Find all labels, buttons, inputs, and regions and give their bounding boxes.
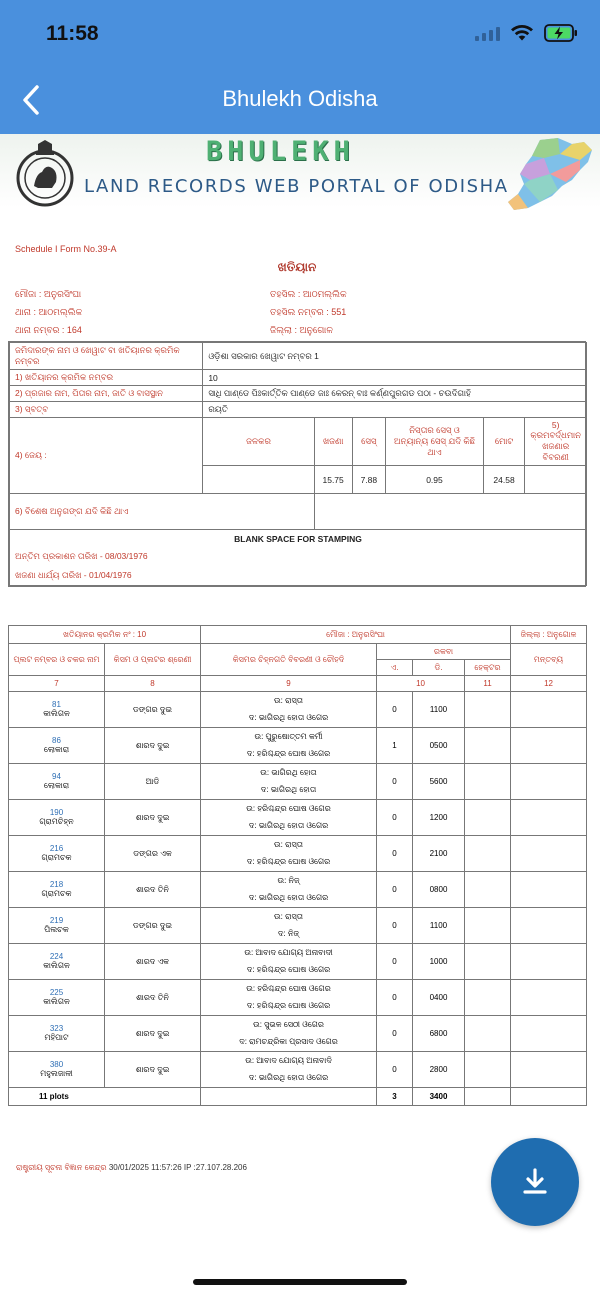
kisam-cell: ଶାରଦ ଦୁଇ <box>105 800 201 836</box>
cellular-signal-icon <box>475 25 500 41</box>
decimal-cell: 1000 <box>413 944 465 980</box>
decimal-cell: 2100 <box>413 836 465 872</box>
remarks-cell <box>511 692 587 728</box>
plot-row <box>9 836 587 854</box>
rent-header-other-cess: ନିସ୍ତାର ସେସ୍ ଓ ଅନ୍ୟାନ୍ୟ ସେସ୍ ଯଦି କିଛି ଥାଏ <box>386 418 484 466</box>
special-remarks-label: 6) ବିଶେଷ ଅନୁଗଙ୍ଗ ଯଦି କିଛି ଥାଏ <box>10 494 315 530</box>
tahasil-label: ତହସିଲ : ଆଠମଲ୍ଲିକ <box>270 289 347 299</box>
boundary-north: ଉ: ନିଜ୍ <box>201 872 377 890</box>
boundary-north: ଉ: ଆବାଦ ଯୋଗ୍ୟ ଅନାବାଦୀ <box>201 944 377 962</box>
plot-number-link[interactable]: 224 <box>49 952 64 961</box>
boundary-south: ଦ: ନିଜ୍ <box>201 926 377 944</box>
form-number: Schedule I Form No.39-A <box>15 244 117 254</box>
col-decimal: ଡି. <box>413 660 465 676</box>
col-number-row <box>9 676 587 692</box>
acre-cell: 1 <box>377 728 413 764</box>
plot-number-link[interactable]: 216 <box>49 844 64 853</box>
boundary-south: ଦ: ଭାଗିରଥି ହୋତା ଓଗେର <box>201 818 377 836</box>
plot-row <box>9 764 587 782</box>
col-plot: ପ୍ଲଟ ନମ୍ବର ଓ ଚକର ନାମ <box>9 644 105 676</box>
right-value: ରୟତି <box>203 402 587 418</box>
boundary-south: ଦ: ଭାଗିରଥି ହୋତା <box>201 782 377 800</box>
boundary-north: ଉ: ରାସ୍ତା <box>201 692 377 710</box>
tenant-value: ସାଧି ପାଣ୍ଡେ ପିଃକାର୍ତ୍ତିକ ପାଣ୍ଡେ ଜାଃ କେରନ୍ ବାଃ କର୍ଣ୍ଣପୁରଗଡ ପଠା - ଚଉଦିଗାହି <box>203 386 587 402</box>
acre-cell: 0 <box>377 836 413 872</box>
remarks-cell <box>511 800 587 836</box>
khatiyan-details-box <box>8 341 586 587</box>
remarks-cell <box>511 980 587 1016</box>
portal-name: LAND RECORDS WEB PORTAL OF ODISHA <box>84 176 509 197</box>
acre-cell: 0 <box>377 980 413 1016</box>
hectare-cell <box>465 944 511 980</box>
decimal-cell: 0400 <box>413 980 465 1016</box>
acre-cell: 0 <box>377 1052 413 1088</box>
kisam-cell: ଡଙ୍ଗର ଦୁଇ <box>105 908 201 944</box>
decimal-cell: 1100 <box>413 692 465 728</box>
hectare-cell <box>465 692 511 728</box>
plot-number-cell <box>9 872 105 908</box>
col-remarks: ମନ୍ତବ୍ୟ <box>511 644 587 676</box>
total-hectare <box>465 1088 511 1106</box>
plot-row <box>9 1016 587 1034</box>
final-publication-date: ଅନ୍ତିମ ପ୍ରକାଶନ ତାରିଖ - 08/03/1976 <box>10 548 587 566</box>
kisam-cell: ଶାରଦ ଦୁଇ <box>105 1052 201 1088</box>
odisha-emblem-icon <box>12 138 78 210</box>
stamping-space: BLANK SPACE FOR STAMPING <box>10 530 587 548</box>
odisha-map-icon <box>500 136 596 214</box>
plot-row <box>9 944 587 962</box>
rent-label: 4) ଜେୟ : <box>10 418 203 494</box>
plot-header-mouza: ମୌଜା : ଅନୁରସିଂଘା <box>201 626 511 644</box>
acre-cell: 0 <box>377 908 413 944</box>
plot-number-cell <box>9 728 105 764</box>
boundary-north: ଉ: ପୁରୁଷୋତ୍ତମ କର୍ମୀ <box>201 728 377 746</box>
rent-value-khajana: 15.75 <box>314 466 352 494</box>
plot-row <box>9 800 587 818</box>
acre-cell: 0 <box>377 800 413 836</box>
decimal-cell: 2800 <box>413 1052 465 1088</box>
rent-value-progressive <box>525 466 587 494</box>
hectare-cell <box>465 1016 511 1052</box>
plot-header-district: ଜିଲ୍ଲା : ଅନୁଗୋଳ <box>511 626 587 644</box>
remarks-cell <box>511 728 587 764</box>
chak-name: ଗ୍ରାମଚିହ୍ନ <box>39 817 74 826</box>
wifi-icon <box>510 24 534 42</box>
owner-value: ଓଡ଼ିଶା ସରକାର ଖେୱାଟ ନମ୍ବର 1 <box>203 343 587 370</box>
boundary-south: ଦ: ଭାଗିରଥି ହୋତା ଓଗେର <box>201 1070 377 1088</box>
hectare-cell <box>465 872 511 908</box>
plot-number-link[interactable]: 86 <box>52 736 61 745</box>
rent-value-other-cess: 0.95 <box>386 466 484 494</box>
rent-value-water <box>203 466 314 494</box>
plot-number-cell <box>9 800 105 836</box>
khatiyan-details-table <box>9 342 587 586</box>
status-time: 11:58 <box>46 22 99 45</box>
col-num: 11 <box>465 676 511 692</box>
decimal-cell: 5600 <box>413 764 465 800</box>
col-area: ରକବା <box>377 644 511 660</box>
kisam-cell: ଡଙ୍ଗର ଏକ <box>105 836 201 872</box>
kisam-cell: ଶାରଦ ଦୁଇ <box>105 1016 201 1052</box>
right-label: 3) ସ୍ବତ୍ବ <box>10 402 203 418</box>
footer-stamp <box>16 1163 247 1173</box>
hectare-cell <box>465 836 511 872</box>
remarks-cell <box>511 908 587 944</box>
plot-row <box>9 728 587 746</box>
khatiyan-serial-label: 1) ଖତିୟାନର କ୍ରମିକ ନମ୍ବର <box>10 370 203 386</box>
kisam-cell: ଶାରଦ ତିନି <box>105 872 201 908</box>
remarks-cell <box>511 1016 587 1052</box>
portal-banner <box>0 134 600 226</box>
acre-cell: 0 <box>377 764 413 800</box>
kisam-cell: ଆଡି <box>105 764 201 800</box>
app-header <box>0 0 600 134</box>
plot-number-cell <box>9 764 105 800</box>
rent-header-water: ଜଳକର <box>203 418 314 466</box>
chak-name: ପିଲଚକ <box>44 925 69 934</box>
col-num: 9 <box>201 676 377 692</box>
total-spacer <box>201 1088 377 1106</box>
boundary-south: ଦ: ଭାଗିରଥି ହୋତା ଓଗେର <box>201 710 377 728</box>
plot-row <box>9 980 587 998</box>
rent-header-cess: ସେସ୍ <box>352 418 386 466</box>
plot-number-cell <box>9 908 105 944</box>
chak-name: ମହୁଲଜାଳୀ <box>40 1069 73 1078</box>
col-acre: ଏ. <box>377 660 413 676</box>
status-icons <box>475 24 578 42</box>
plot-number-link[interactable]: 380 <box>49 1060 64 1069</box>
chak-name: ମହିପାଟ <box>44 1033 69 1042</box>
footer-timestamp: 30/01/2025 11:57:26 IP :27.107.28.206 <box>108 1163 247 1172</box>
boundary-north: ଉ: ଭାଗିରଥି ହୋତା <box>201 764 377 782</box>
download-button[interactable] <box>491 1138 579 1226</box>
plot-number-link[interactable]: 323 <box>49 1024 64 1033</box>
kisam-cell: ଶାରଦ ଏକ <box>105 944 201 980</box>
col-num: 7 <box>9 676 105 692</box>
location-info <box>8 289 586 341</box>
rent-value-cess: 7.88 <box>352 466 386 494</box>
hectare-cell <box>465 764 511 800</box>
chak-name: କାଲିଗଳ <box>43 997 70 1006</box>
total-remarks <box>511 1088 587 1106</box>
remarks-cell <box>511 944 587 980</box>
plot-number-link[interactable]: 81 <box>52 700 61 709</box>
doc-title: ଖତିୟାନ <box>277 260 317 274</box>
acre-cell: 0 <box>377 692 413 728</box>
boundary-north: ଉ: ରାସ୍ତା <box>201 908 377 926</box>
remarks-cell <box>511 872 587 908</box>
plot-number-cell <box>9 1052 105 1088</box>
plot-rows <box>9 692 587 1088</box>
hectare-cell <box>465 728 511 764</box>
total-decimal: 3400 <box>413 1088 465 1106</box>
remarks-cell <box>511 1052 587 1088</box>
hectare-cell <box>465 800 511 836</box>
decimal-cell: 6800 <box>413 1016 465 1052</box>
nav-title: Bhulekh Odisha <box>222 86 378 111</box>
plot-number-cell <box>9 836 105 872</box>
hectare-cell <box>465 908 511 944</box>
chak-name: ଲୋକାରା <box>43 745 70 754</box>
owner-label: ଜମିଦାରଙ୍କ ନାମ ଓ ଖେୱାଟ ବା ଖତିୟାନର କ୍ରମିକ ନମ୍ବର <box>10 343 203 370</box>
plot-row <box>9 872 587 890</box>
tahasil-no-label: ତହସିଲ ନମ୍ବର : 551 <box>270 307 347 317</box>
hectare-cell <box>465 1052 511 1088</box>
bhulekh-logo-text: BHULEKH <box>206 136 355 167</box>
thana-no-label: ଥାନା ନମ୍ବର : 164 <box>15 325 82 335</box>
battery-charging-icon <box>544 24 578 42</box>
total-plots: 11 plots <box>9 1088 201 1106</box>
plot-row <box>9 1052 587 1070</box>
acre-cell: 0 <box>377 944 413 980</box>
plot-number-cell <box>9 980 105 1016</box>
khatiyan-serial-value: 10 <box>203 370 587 386</box>
download-icon <box>520 1167 550 1197</box>
decimal-cell: 0500 <box>413 728 465 764</box>
tenant-label: 2) ପ୍ରଜାର ନାମ, ପିତାର ନାମ, ଜାତି ଓ ବାସସ୍ଥାନ <box>10 386 203 402</box>
boundary-south: ଦ: ରାମଚନ୍ଦ୍ରିକା ପ୍ରସାଦ ଓଗେର <box>201 1034 377 1052</box>
kisam-cell: ଡଙ୍ଗର ଦୁଇ <box>105 692 201 728</box>
footer-org: ରାଷ୍ଟ୍ରୀୟ ସୂଚନା ବିଜ୍ଞାନ କେନ୍ଦ୍ର <box>16 1163 107 1172</box>
plot-header-khatiyan: ଖତିୟାନର କ୍ରମିକ ନଂ : 10 <box>9 626 201 644</box>
district-label: ଜିଲ୍ଲା : ଅନୁଗୋଳ <box>270 325 333 335</box>
total-acre: 3 <box>377 1088 413 1106</box>
mouza-label: ମୌଜା : ଅନୁରସିଂଘା <box>15 289 82 299</box>
boundary-south: ଦ: ହରିଶ୍ଚନ୍ଦ୍ର ଘୋଷ ଓଗେର <box>201 962 377 980</box>
chak-name: ଗ୍ରାମଚକ <box>41 889 72 898</box>
plot-number-link[interactable]: 219 <box>49 916 64 925</box>
boundary-north: ଉ: ରାସ୍ତା <box>201 836 377 854</box>
thana-label: ଥାନା : ଆଠମଲ୍ଲିକ <box>15 307 83 317</box>
chak-name: ଗ୍ରାମଚକ <box>41 853 72 862</box>
plot-row <box>9 692 587 710</box>
khatiyan-document <box>8 244 586 1106</box>
col-boundary: କିସମର ଚିହ୍ନଗତି ବିବରଣୀ ଓ ଚୌହଦି <box>201 644 377 676</box>
hectare-cell <box>465 980 511 1016</box>
plot-number-link[interactable]: 225 <box>49 988 64 997</box>
remarks-cell <box>511 764 587 800</box>
decimal-cell: 0800 <box>413 872 465 908</box>
chak-name: ଲୋକାରା <box>43 781 70 790</box>
boundary-north: ଉ: ଆବାଦ ଯୋଗ୍ୟ ଅନାବାଦି <box>201 1052 377 1070</box>
rent-header-total: ମୋଟ <box>483 418 525 466</box>
plot-number-link[interactable]: 94 <box>52 772 61 781</box>
kisam-cell: ଶାରଦ ଦୁଇ <box>105 728 201 764</box>
special-remarks-value <box>314 494 586 530</box>
acre-cell: 0 <box>377 872 413 908</box>
plot-table <box>8 625 587 1106</box>
home-indicator[interactable] <box>193 1279 407 1285</box>
acre-cell: 0 <box>377 1016 413 1052</box>
boundary-north: ଉ: ହରିଶ୍ଚନ୍ଦ୍ର ଘୋଷ ଓଗେର <box>201 800 377 818</box>
col-type: କିସମ ଓ ପ୍ଲଟର ଶ୍ରେଣୀ <box>105 644 201 676</box>
boundary-north: ଉ: ସୁଭଳ ସେଠୀ ଓଗେର <box>201 1016 377 1034</box>
col-num: 10 <box>377 676 465 692</box>
plot-row <box>9 908 587 926</box>
boundary-south: ଦ: ହରିଶ୍ଚନ୍ଦ୍ର ଘୋଷ ଓଗେର <box>201 998 377 1016</box>
boundary-north: ଉ: ହରିଶ୍ଚନ୍ଦ୍ର ଘୋଷ ଓଗେର <box>201 980 377 998</box>
plot-number-cell <box>9 1016 105 1052</box>
plot-number-cell <box>9 944 105 980</box>
col-num: 8 <box>105 676 201 692</box>
tax-assessment-date: ଖଜଣା ଧାର୍ଯ୍ୟ ତାରିଖ - 01/04/1976 <box>10 566 587 586</box>
rent-value-total: 24.58 <box>483 466 525 494</box>
plot-number-cell <box>9 692 105 728</box>
col-num: 12 <box>511 676 587 692</box>
boundary-south: ଦ: ଭାଗିରଥି ହୋତା ଓଗେର <box>201 890 377 908</box>
col-hectare: ହେକ୍ଟର <box>465 660 511 676</box>
boundary-south: ଦ: ହରିଶ୍ଚନ୍ଦ୍ର ଘୋଷ ଓଗେର <box>201 854 377 872</box>
chak-name: କାଲିଗଳ <box>43 961 70 970</box>
plot-total-row <box>9 1088 587 1106</box>
plot-number-link[interactable]: 190 <box>49 808 64 817</box>
boundary-south: ଦ: ହରିଶ୍ଚନ୍ଦ୍ର ଘୋଷ ଓଗେର <box>201 746 377 764</box>
rent-header-khajana: ଖଜଣା <box>314 418 352 466</box>
chak-name: କାଲିଗଳ <box>43 709 70 718</box>
remarks-cell <box>511 836 587 872</box>
rent-header-progressive: 5) କ୍ରମବର୍ଦ୍ଧମାନ ଖଜଣାର ବିବରଣୀ <box>525 418 587 466</box>
decimal-cell: 1100 <box>413 908 465 944</box>
kisam-cell: ଶାରଦ ତିନି <box>105 980 201 1016</box>
plot-number-link[interactable]: 218 <box>49 880 64 889</box>
decimal-cell: 1200 <box>413 800 465 836</box>
